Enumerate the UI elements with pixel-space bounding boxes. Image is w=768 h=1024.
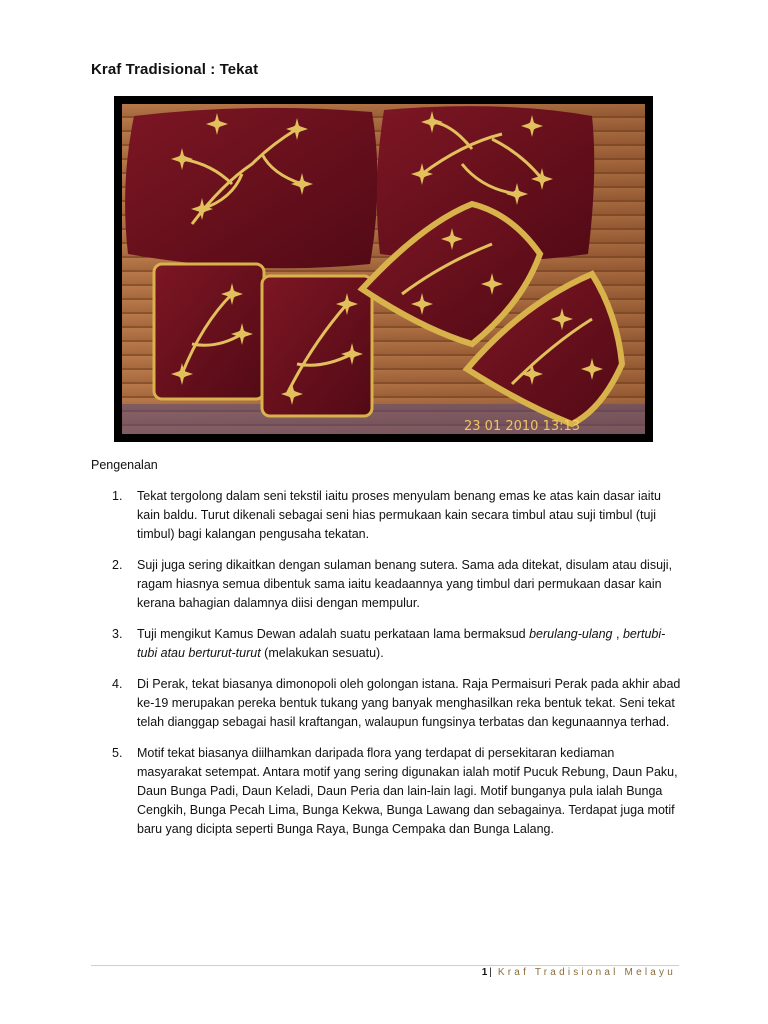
list-item-number: 3. (112, 627, 123, 641)
list-item (91, 744, 681, 839)
tekat-photo-image (122, 104, 645, 434)
section-heading: Pengenalan (91, 458, 158, 472)
list-item-text: Motif tekat biasanya diilhamkan daripada flora yang terdapat di persekitaran kediaman masyarakat setempat. Antara motif yang sering digunakan ialah motif Pucuk Rebung, Daun Paku, Daun Bunga Padi, Daun Keladi, Daun Peria dan lain-lain lagi. Motif bunganya pula ialah Bunga Cengkih, Bunga Pecah Lima, Bunga Kekwa, Bunga Lawang dan sebagainya. Terdapat juga motif baru yang dicipta seperti Bunga Raya, Bunga Cempaka dan Bunga Lalang. (137, 746, 678, 836)
list-item-number: 2. (112, 558, 123, 572)
list-item-text: bertubi-tubi atau berturut-turut (137, 627, 666, 660)
tekat-photo (114, 96, 653, 442)
list-item-text: Suji juga sering dikaitkan dengan sulaman benang sutera. Sama ada ditekat, disulam atau disuji, ragam hiasnya semua dibentuk sama iaitu keadaannya yang timbul dari permukaan dasar kain kerana bahagian dalamnya diisi dengan mempulur. (137, 558, 673, 610)
list-item-number: 4. (112, 677, 123, 691)
list-item-number: 5. (112, 746, 123, 760)
list-item (91, 625, 681, 663)
list-item-text: Tuji mengikut Kamus Dewan adalah suatu perkataan lama bermaksud (137, 627, 530, 641)
list-item-text: , (612, 627, 623, 641)
document-title: Kraf Tradisional : Tekat (91, 61, 259, 78)
footer-text: Kraf Tradisional Melayu (497, 967, 676, 978)
list-item-text: (melakukan sesuatu). (260, 646, 384, 660)
list-item-text: berulang-ulang (529, 627, 613, 641)
page-footer (482, 967, 676, 978)
list-item-text: Tekat tergolong dalam seni tekstil iaitu proses menyulam benang emas ke atas kain dasar iaitu kain baldu. Turut dikenali sebagai seni hias permukaan kain secara timbul atau suji timbul (tuji timbul) bagi kalangan pengusaha tekatan. (137, 489, 661, 541)
list-item-number: 1. (112, 489, 123, 503)
page-number: 1 (481, 967, 488, 978)
footer-separator: | (489, 967, 492, 978)
list-item (91, 556, 681, 613)
photo-timestamp: 23 01 2010 13:13 (464, 419, 581, 434)
list-item (91, 487, 681, 544)
list-item-text: Di Perak, tekat biasanya dimonopoli oleh golongan istana. Raja Permaisuri Perak pada akhir abad ke-19 merupakan pereka bentuk tukang yang banyak menghasilkan reka bentuk tekat. Seni tekat telah dianggap sebagai hasil kraftangan, walaupun fungsinya terbatas dan kegunaannya terhad. (137, 677, 681, 729)
footer-divider (91, 965, 679, 966)
intro-list (91, 487, 681, 851)
list-item (91, 675, 681, 732)
